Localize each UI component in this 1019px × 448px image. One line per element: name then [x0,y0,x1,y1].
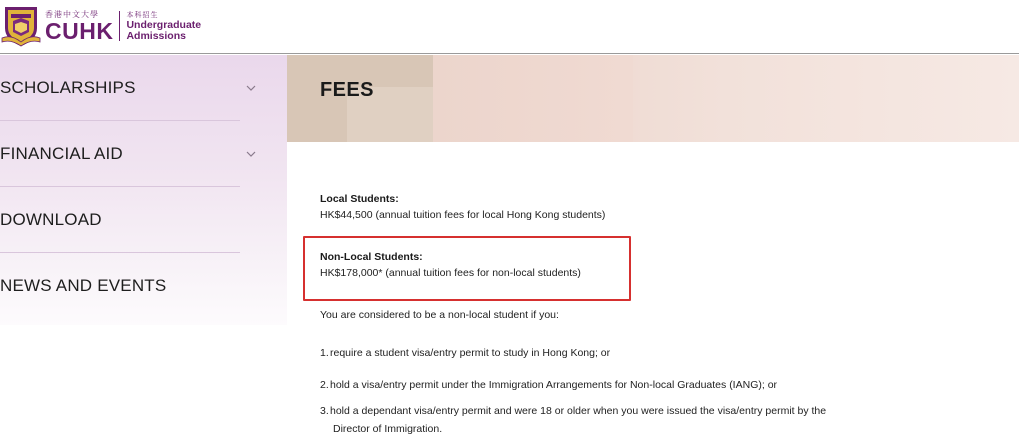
chevron-down-icon[interactable] [244,83,258,93]
list-text: hold a visa/entry permit under the Immigration Arrangements for Non-local Graduates (IANG); or [330,379,778,391]
sidebar-item-download[interactable] [0,187,268,253]
brand-divider [119,11,120,41]
site-header [0,0,1019,54]
list-item-continuation: Director of Immigration. [333,423,443,435]
list-item [320,405,826,417]
chevron-down-icon[interactable] [244,149,258,159]
list-text: require a student visa/entry permit to study in Hong Kong; or [330,347,611,359]
page-title: FEES [320,79,374,101]
list-number: 1. [320,347,329,359]
list-number: 3. [320,405,329,417]
sidebar-item-label: DOWNLOAD [0,210,102,229]
brand-english-name: CUHK [45,18,114,44]
cuhk-crest-icon [1,4,41,48]
nonlocal-students-heading: Non-Local Students: [320,251,423,263]
unit-name-line2: Admissions [126,29,186,42]
page-banner [287,55,1019,142]
list-text: hold a dependant visa/entry permit and were 18 or older when you were issued the visa/entry permit by the [330,405,827,417]
sidebar-item-financial-aid[interactable] [0,121,268,187]
brand-block [45,10,113,42]
sidebar-item-label: NEWS AND EVENTS [0,276,167,295]
sidebar-item-scholarships[interactable] [0,55,268,121]
sidebar-item-news-and-events[interactable] [0,253,268,319]
unit-block [126,11,201,42]
unit-chinese-name: 本科招生 [126,10,159,19]
local-students-heading: Local Students: [320,193,399,205]
local-students-fee: HK$44,500 (annual tuition fees for local Hong Kong students) [320,209,606,221]
sidebar-nav [0,55,287,325]
list-number: 2. [320,379,329,391]
nonlocal-intro: You are considered to be a non-local student if you: [320,309,559,321]
sidebar-item-label: SCHOLARSHIPS [0,78,136,97]
unit-name-line1: Undergraduate [126,18,202,31]
cuhk-logo[interactable] [0,2,201,50]
nonlocal-students-fee: HK$178,000* (annual tuition fees for non-local students) [320,267,581,279]
banner-decoration [433,55,633,142]
list-item [320,379,777,391]
brand-chinese-name: 香港中文大學 [45,10,99,19]
list-item [320,347,610,359]
sidebar-item-label: FINANCIAL AID [0,144,123,163]
